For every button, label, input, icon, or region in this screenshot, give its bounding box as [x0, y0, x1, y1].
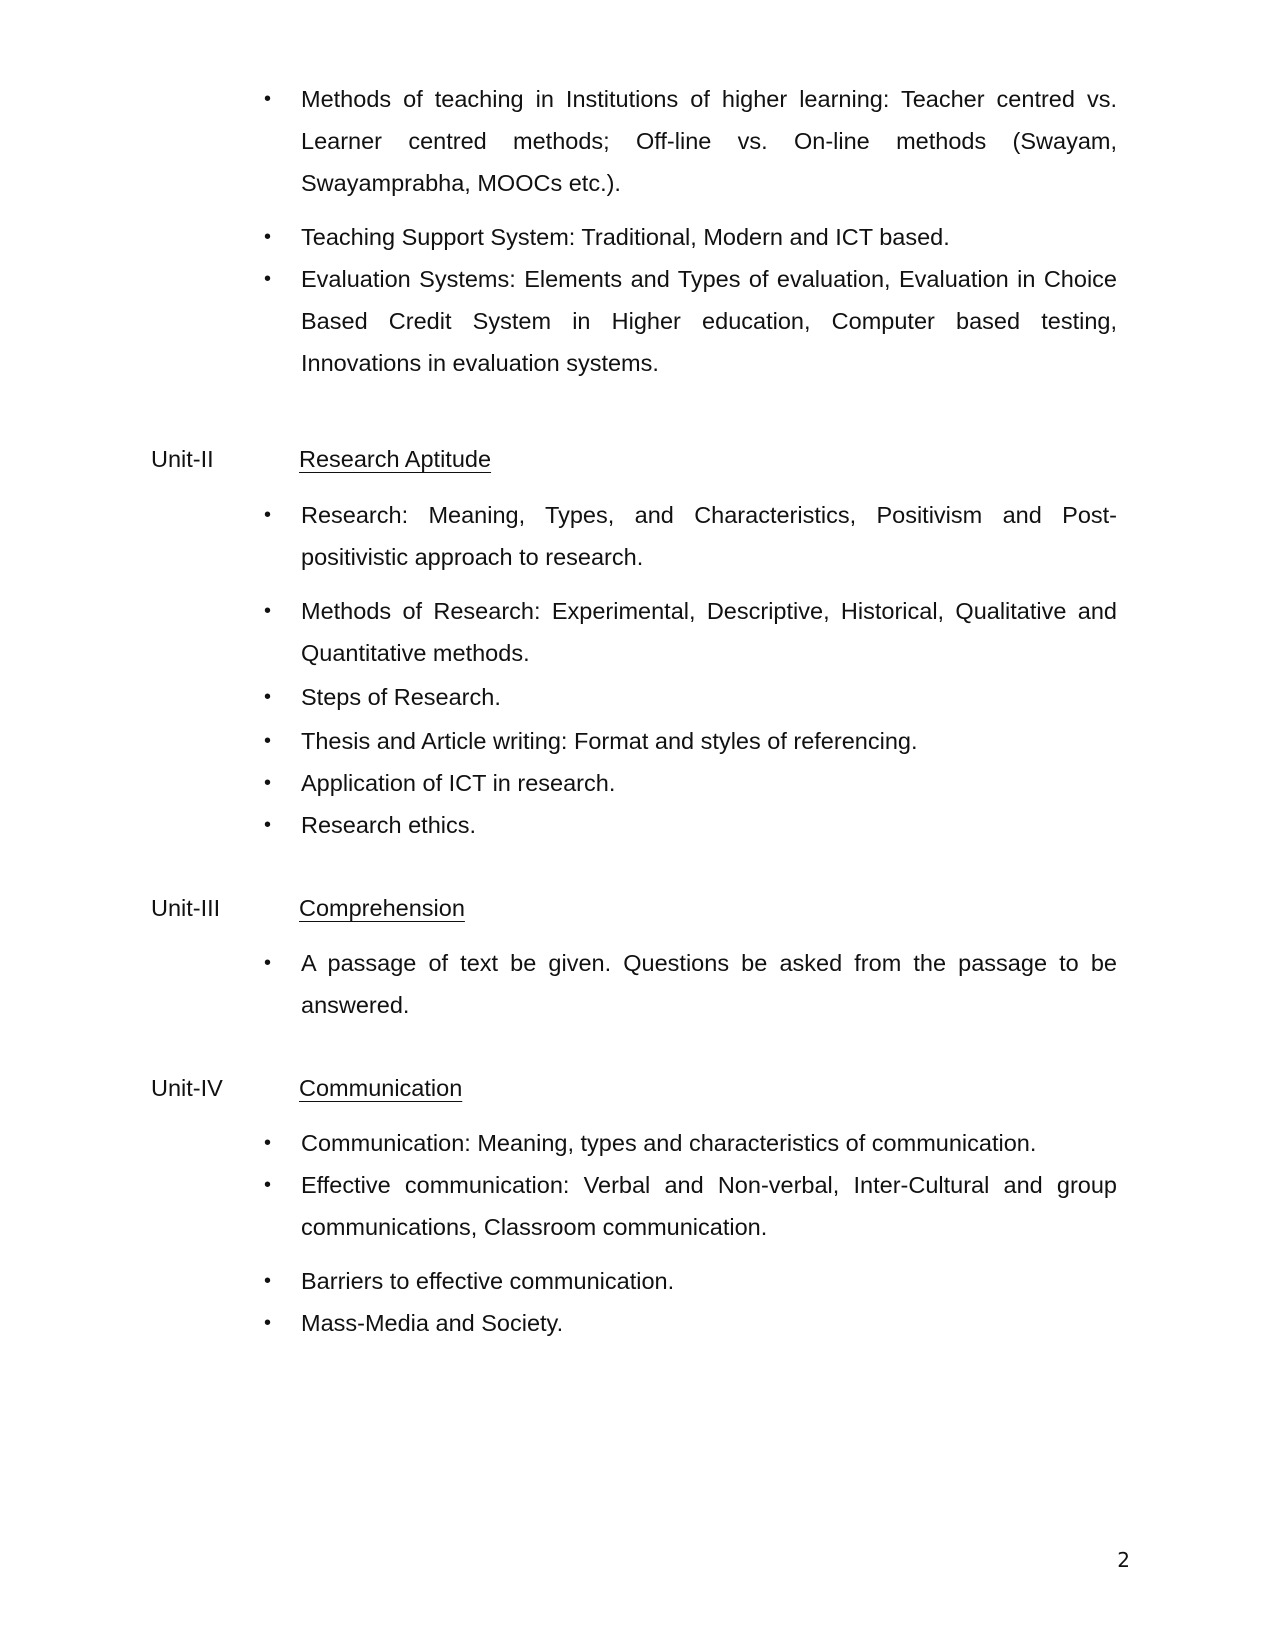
bullet-icon: • — [264, 772, 272, 794]
intro-bullet-list — [0, 78, 1275, 384]
page-number: 2 — [1117, 1548, 1130, 1572]
unit-heading-row — [0, 446, 1275, 480]
list-item — [264, 1302, 1117, 1344]
list-item — [264, 1260, 1117, 1302]
intro-section — [0, 78, 1275, 384]
list-item — [264, 676, 1117, 718]
unit-label: Unit-IV — [151, 1075, 223, 1101]
list-item — [264, 804, 1117, 846]
list-item — [264, 762, 1117, 804]
list-item — [264, 258, 1117, 384]
bullet-icon: • — [264, 504, 272, 526]
bullet-icon: • — [264, 686, 272, 708]
bullet-text: Effective communication: Verbal and Non-verbal, Inter-Cultural and group communications, Classroom communication. — [301, 1172, 1117, 1240]
bullet-icon: • — [264, 1174, 272, 1196]
list-item — [264, 1122, 1117, 1164]
unit-iv-section — [0, 1122, 1275, 1344]
bullet-icon: • — [264, 88, 272, 110]
unit-ii-section — [0, 494, 1275, 846]
bullet-icon: • — [264, 1270, 272, 1292]
bullet-text: Steps of Research. — [301, 684, 501, 710]
bullet-icon: • — [264, 730, 272, 752]
bullet-text: Methods of Research: Experimental, Descriptive, Historical, Qualitative and Quantitative methods. — [301, 598, 1117, 666]
unit-title: Comprehension — [299, 895, 465, 921]
unit-heading-row — [0, 895, 1275, 929]
list-item — [264, 494, 1117, 578]
bullet-text: Communication: Meaning, types and characteristics of communication. — [301, 1130, 1037, 1156]
unit-iii-bullet-list — [0, 942, 1275, 1026]
bullet-text: Evaluation Systems: Elements and Types of evaluation, Evaluation in Choice Based Credit System in Higher education, Computer based testing, Innovations in evaluation systems. — [301, 266, 1117, 376]
bullet-text: Research: Meaning, Types, and Characteristics, Positivism and Post-positivistic approach to research. — [301, 502, 1117, 570]
bullet-text: Barriers to effective communication. — [301, 1268, 675, 1294]
list-item — [264, 1164, 1117, 1248]
unit-heading-row — [0, 1075, 1275, 1109]
unit-label: Unit-II — [151, 446, 214, 472]
bullet-text: Application of ICT in research. — [301, 770, 616, 796]
bullet-icon: • — [264, 600, 272, 622]
unit-iii-section — [0, 942, 1275, 1026]
list-item — [264, 78, 1117, 204]
list-item — [264, 216, 1117, 258]
list-item — [264, 942, 1117, 1026]
unit-iv-bullet-list — [0, 1122, 1275, 1344]
bullet-icon: • — [264, 952, 272, 974]
unit-title: Research Aptitude — [299, 446, 492, 472]
bullet-icon: • — [264, 268, 272, 290]
bullet-text: Thesis and Article writing: Format and styles of referencing. — [301, 728, 918, 754]
bullet-icon: • — [264, 814, 272, 836]
bullet-text: Mass-Media and Society. — [301, 1310, 564, 1336]
unit-ii-bullet-list — [0, 494, 1275, 846]
list-item — [264, 590, 1117, 674]
bullet-icon: • — [264, 1312, 272, 1334]
bullet-text: A passage of text be given. Questions be asked from the passage to be answered. — [301, 950, 1117, 1018]
bullet-icon: • — [264, 1132, 272, 1154]
list-item — [264, 720, 1117, 762]
unit-title: Communication — [299, 1075, 463, 1101]
bullet-icon: • — [264, 226, 272, 248]
unit-label: Unit-III — [151, 895, 221, 921]
bullet-text: Methods of teaching in Institutions of higher learning: Teacher centred vs. Learner centred methods; Off-line vs. On-line methods (Swayam, Swayamprabha, MOOCs etc.). — [301, 86, 1117, 196]
bullet-text: Research ethics. — [301, 812, 477, 838]
bullet-text: Teaching Support System: Traditional, Modern and ICT based. — [301, 224, 950, 250]
